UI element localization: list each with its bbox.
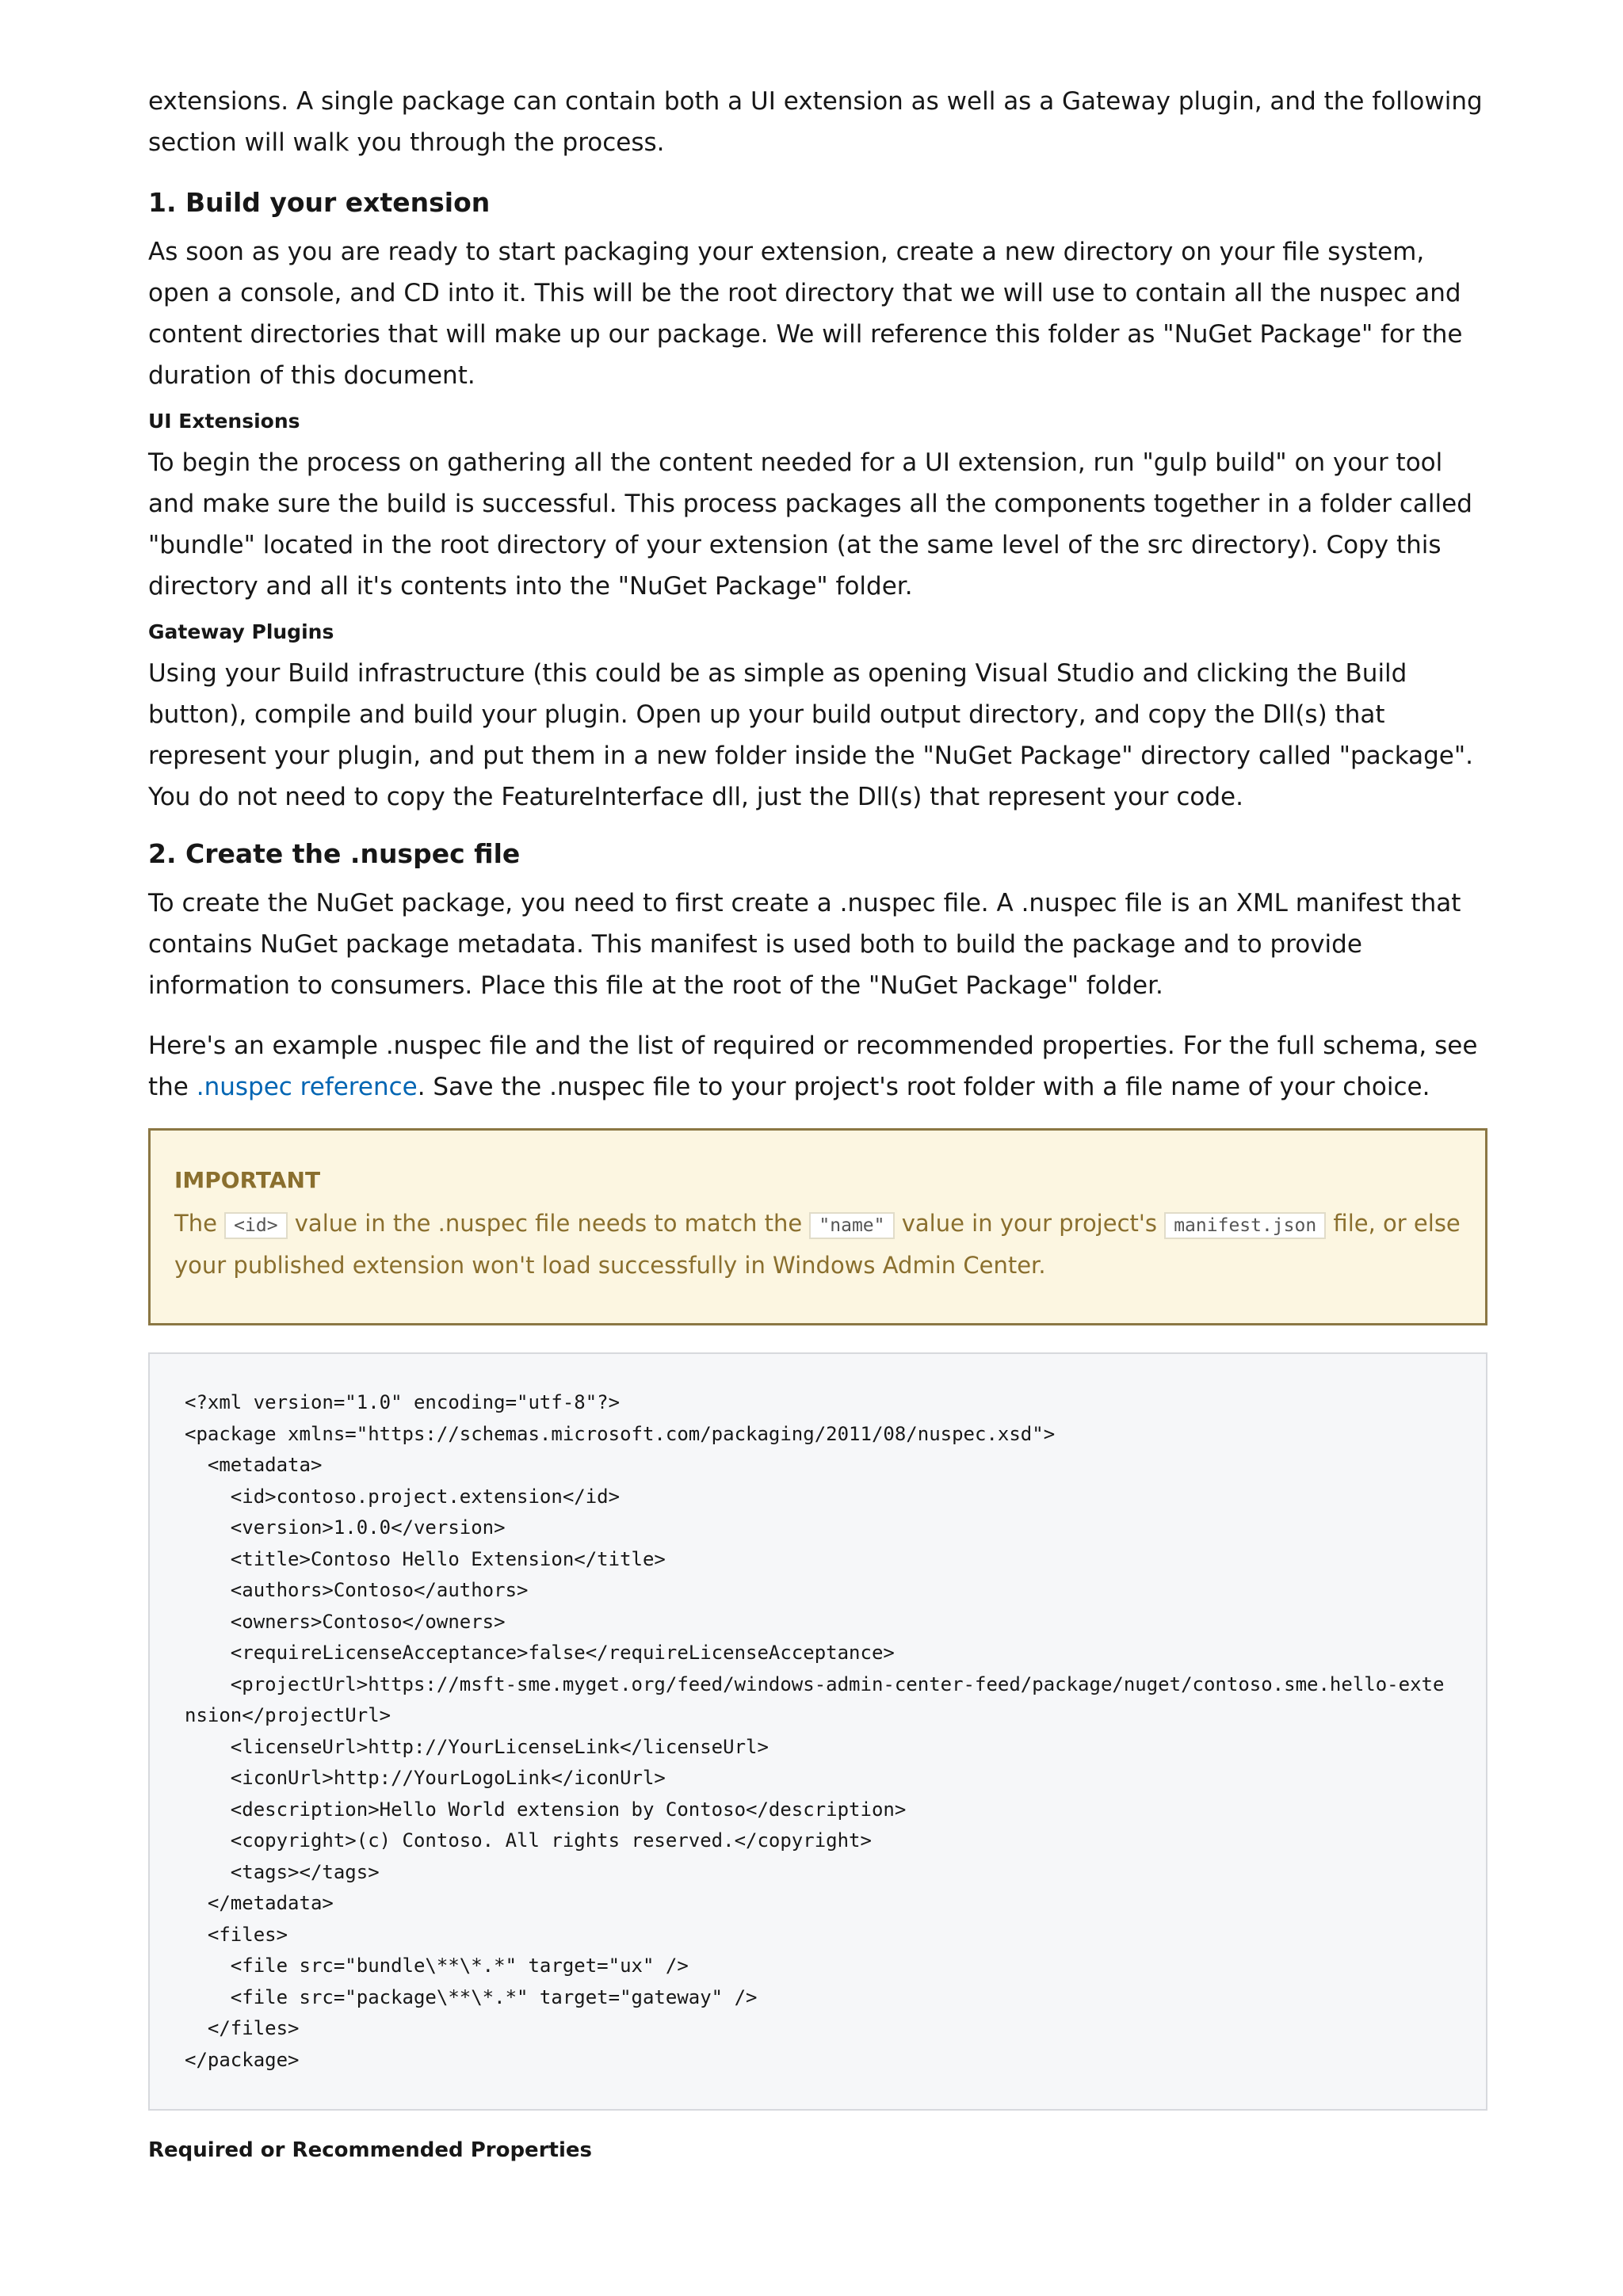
subheading-gateway-plugins: Gateway Plugins — [148, 620, 334, 643]
intro-paragraph: extensions. A single package can contain both a UI extension as well as a Gateway plugin, and the following section will walk you through the process. — [148, 87, 1483, 157]
section-heading-nuspec: 2. Create the .nuspec file — [148, 838, 521, 869]
alert-text-2: value in the .nuspec file needs to match the — [287, 1210, 810, 1237]
important-alert — [148, 1128, 1487, 1325]
subheading-ui-extensions: UI Extensions — [148, 410, 300, 433]
example-text-after: . Save the .nuspec file to your project's root folder with a file name of your choice. — [417, 1073, 1430, 1101]
nuspec-reference-link[interactable]: .nuspec reference — [196, 1073, 418, 1101]
alert-text-3: value in your project's — [894, 1210, 1165, 1237]
document-page — [148, 81, 1487, 2166]
example-text-before: Here's an example .nuspec file and the list of required or recommended properties. For the full schema, see the — [148, 1032, 1478, 1101]
build-paragraph: As soon as you are ready to start packaging your extension, create a new directory on your file system, open a console, and CD into it. This will be the root directory that we will use to contain all the nuspec and content directories that will make up our package. We will reference this folder as "NuGet Package" for the duration of this document. — [148, 238, 1463, 390]
section-heading-build: 1. Build your extension — [148, 187, 491, 218]
example-paragraph — [148, 1025, 1487, 1108]
ui-extensions-paragraph: To begin the process on gathering all the content needed for a UI extension, run "gulp build" on your tool and make sure the build is successful. This process packages all the components together in a folder called "bundle" located in the root directory of your extension (at the same level of the src directory). Copy this directory and all it's contents into the "NuGet Package" folder. — [148, 448, 1472, 601]
required-properties-heading: Required or Recommended Properties — [148, 2138, 592, 2162]
gateway-plugins-paragraph: Using your Build infrastructure (this could be as simple as opening Visual Studio and clicking the Build button), compile and build your plugin. Open up your build output directory, and copy the Dll(s) that represent your plugin, and put them in a new folder inside the "NuGet Package" directory called "package". You do not need to copy the FeatureInterface dll, just the Dll(s) that represent your code. — [148, 659, 1473, 811]
nuspec-code-block[interactable]: <?xml version="1.0" encoding="utf-8"?> <package xmlns="https://schemas.microsoft.com/packaging/2011/08/nuspec.xsd"> <metadata> <id>contoso.project.extension</id> <version>1.0.0</version> <title>Contoso Hello Extension</title> <authors>Contoso</authors> <owners>Contoso</owners> <requireLicenseAcceptance>false</requireLicenseAcceptance> <projectUrl>https://msft-sme.myget.org/feed/windows-admin-center-feed/package/nuget/contoso.sme.hello-extension</projectUrl> <licenseUrl>http://YourLicenseLink</licenseUrl> <iconUrl>http://YourLogoLink</iconUrl> <description>Hello World extension by Contoso</description> <copyright>(c) Contoso. All rights reserved.</copyright> <tags></tags> </metadata> <files> <file src="bundle\**\*.*" target="ux" /> <file src="package\**\*.*" target="gateway" /> </files> </package> — [148, 1352, 1487, 2111]
alert-title: IMPORTANT — [174, 1167, 321, 1193]
inline-code-name: "name" — [809, 1212, 894, 1239]
nuspec-paragraph: To create the NuGet package, you need to first create a .nuspec file. A .nuspec file is an XML manifest that contains NuGet package metadata. This manifest is used both to build the package and to provide information to consumers. Place this file at the root of the "NuGet Package" folder. — [148, 889, 1461, 1000]
inline-code-id: <id> — [224, 1212, 287, 1239]
alert-text-4: file, or else your published extension won't load successfully in Windows Admin Center. — [174, 1210, 1461, 1279]
alert-text-1: The — [174, 1210, 225, 1237]
alert-body — [174, 1203, 1461, 1285]
inline-code-manifest: manifest.json — [1164, 1212, 1326, 1239]
